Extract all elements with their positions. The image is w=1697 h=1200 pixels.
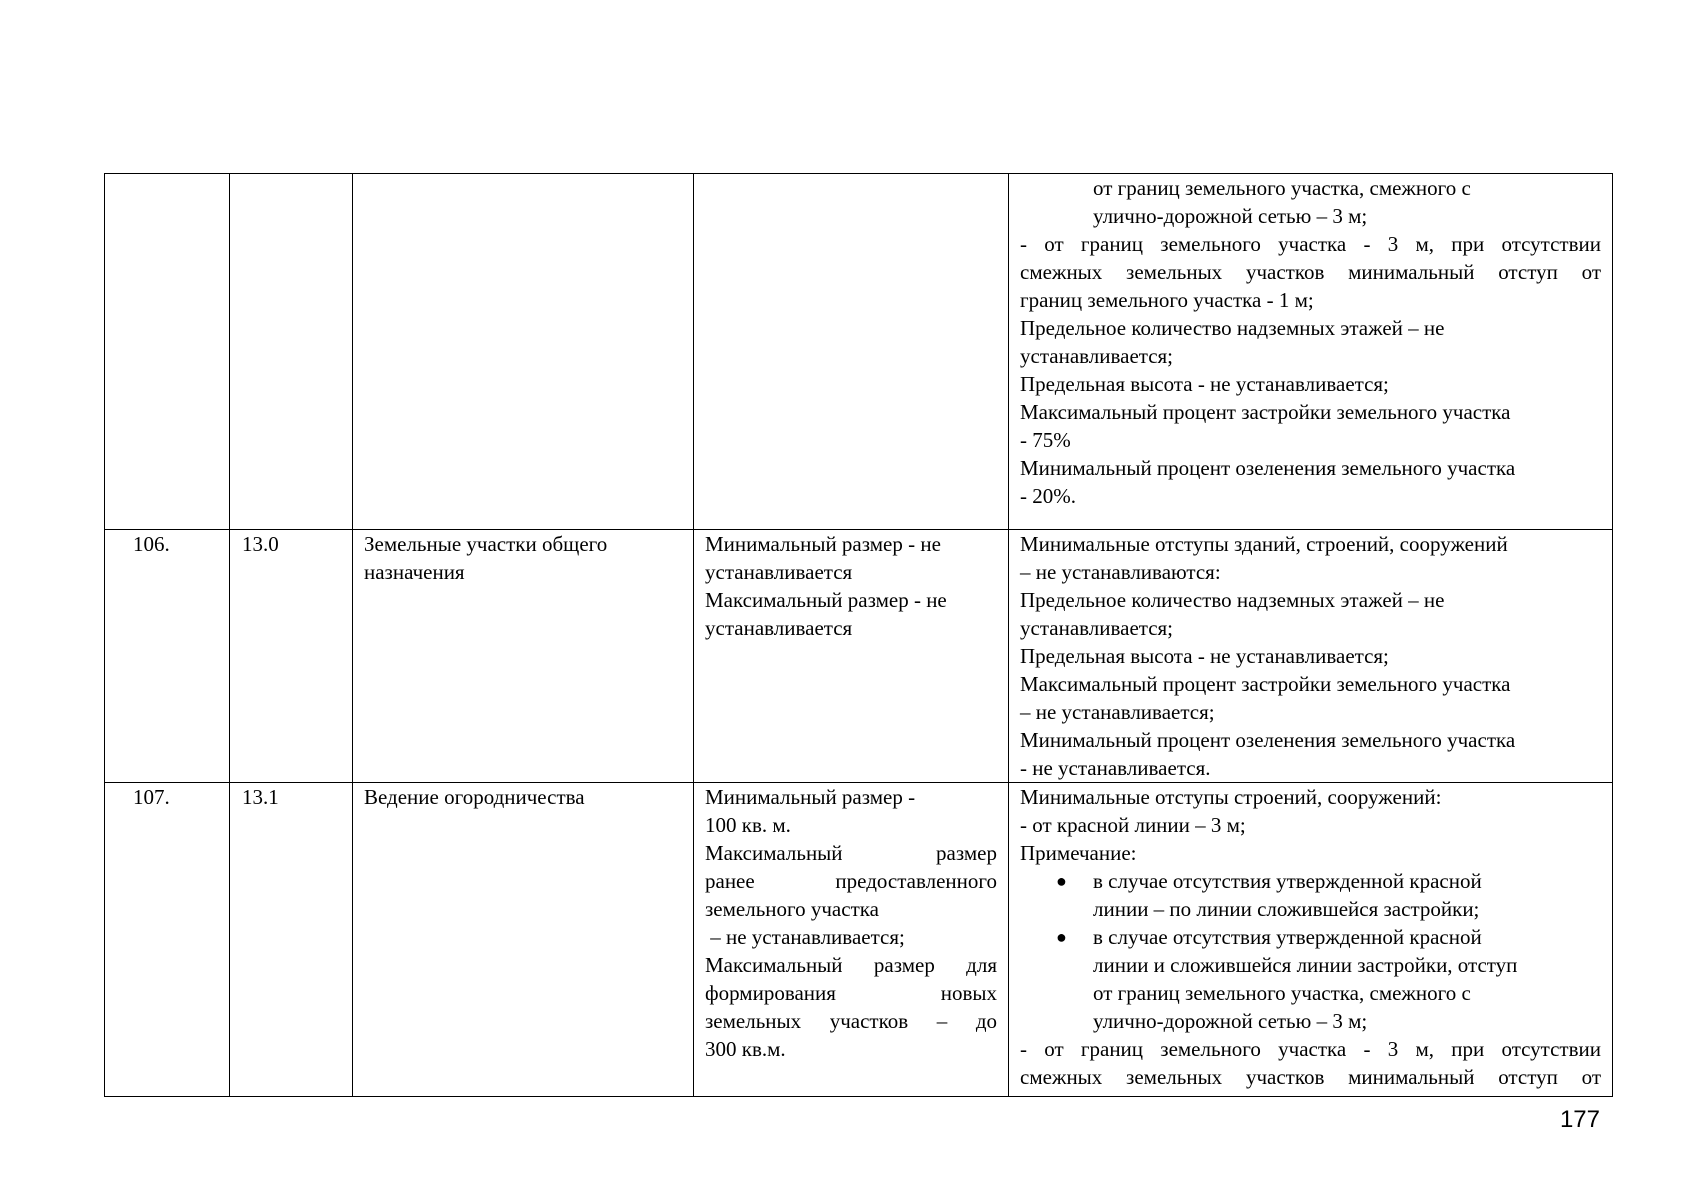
code-cell [230,174,353,530]
text-line: - от красной линии – 3 м; [1020,813,1246,837]
table-row [105,174,1613,530]
text-line: смежных земельных участков минимальный отступ от [1020,1065,1601,1089]
code-cell: 13.0 [230,530,353,783]
text-line: 300 кв.м. [705,1037,786,1061]
text-line: Минимальный процент озеленения земельного участка [1020,456,1516,480]
number-cell: 107. [105,783,230,1097]
text-line: в случае отсутствия утвержденной красной [1093,869,1482,893]
size-cell [694,530,1009,783]
text-line: Максимальный размер - не [705,588,947,612]
text-line: Максимальный процент застройки земельного участка [1020,672,1511,696]
text-line: ранее предоставленного [705,869,997,893]
text-line: Примечание: [1020,841,1137,865]
text-line: - от границ земельного участка - 3 м, при отсутствии [1020,1037,1601,1061]
land-use-table [104,173,1613,1097]
text-line: - 75% [1020,428,1071,452]
text-line: - 20%. [1020,484,1076,508]
note-list [1020,867,1601,1035]
text-line: формирования новых [705,981,997,1005]
text-line: улично-дорожной сетью – 3 м; [1093,204,1368,228]
text-line: - от границ земельного участка - 3 м, при отсутствии [1020,232,1601,256]
bullet-icon: ● [1056,871,1067,891]
text-line: - не устанавливается. [1020,756,1211,780]
params-cell [1009,783,1613,1097]
name-cell [353,530,694,783]
text-line: Минимальный процент озеленения земельного участка [1020,728,1516,752]
text-line: улично-дорожной сетью – 3 м; [1093,1009,1368,1033]
params-cell [1009,530,1613,783]
text-line: устанавливается [705,616,853,640]
text-line: линии и сложившейся линии застройки, отступ [1093,953,1518,977]
size-cell [694,783,1009,1097]
text-line: земельного участка [705,897,879,921]
text-line: Максимальный процент застройки земельного участка [1020,400,1511,424]
text-line: – не устанавливается; [1020,700,1215,724]
number-cell [105,174,230,530]
text-line: от границ земельного участка, смежного с [1093,176,1471,200]
text-line: линии – по линии сложившейся застройки; [1093,897,1480,921]
text-line: земельных участков – до [705,1009,997,1033]
text-line: Максимальный размер для [705,953,997,977]
text-line: Предельная высота - не устанавливается; [1020,372,1389,396]
text-line: Предельное количество надземных этажей – не [1020,316,1445,340]
page-number: 177 [1559,1106,1600,1133]
params-cell [1009,174,1613,530]
text-line: 100 кв. м. [705,813,791,837]
size-cell [694,174,1009,530]
table-row [105,783,1613,1097]
name-cell [353,174,694,530]
text-line: устанавливается; [1020,616,1174,640]
text-line: смежных земельных участков минимальный отступ от [1020,260,1601,284]
text-line: Минимальный размер - не [705,532,941,556]
code-cell: 13.1 [230,783,353,1097]
text-line: Земельные участки общего [364,532,608,556]
text-line: Минимальные отступы строений, сооружений: [1020,785,1442,809]
text-line: от границ земельного участка, смежного с [1093,981,1471,1005]
text-line: Предельная высота - не устанавливается; [1020,644,1389,668]
text-line: – не устанавливаются: [1020,560,1221,584]
list-item [1020,867,1601,923]
text-line: Минимальный размер - [705,785,916,809]
text-line: устанавливается [705,560,853,584]
number-cell: 106. [105,530,230,783]
list-item [1020,923,1601,1035]
text-line: Минимальные отступы зданий, строений, сооружений [1020,532,1508,556]
bullet-icon: ● [1056,927,1067,947]
table-row [105,530,1613,783]
name-cell [353,783,694,1097]
text-line: границ земельного участка - 1 м; [1020,288,1314,312]
text-line: Максимальный размер [705,841,997,865]
text-line: – не устанавливается; [705,925,905,949]
text-line: Предельное количество надземных этажей – не [1020,588,1445,612]
text-line: назначения [364,560,465,584]
text-line: устанавливается; [1020,344,1174,368]
text-line: Ведение огородничества [364,785,585,809]
text-line: в случае отсутствия утвержденной красной [1093,925,1482,949]
